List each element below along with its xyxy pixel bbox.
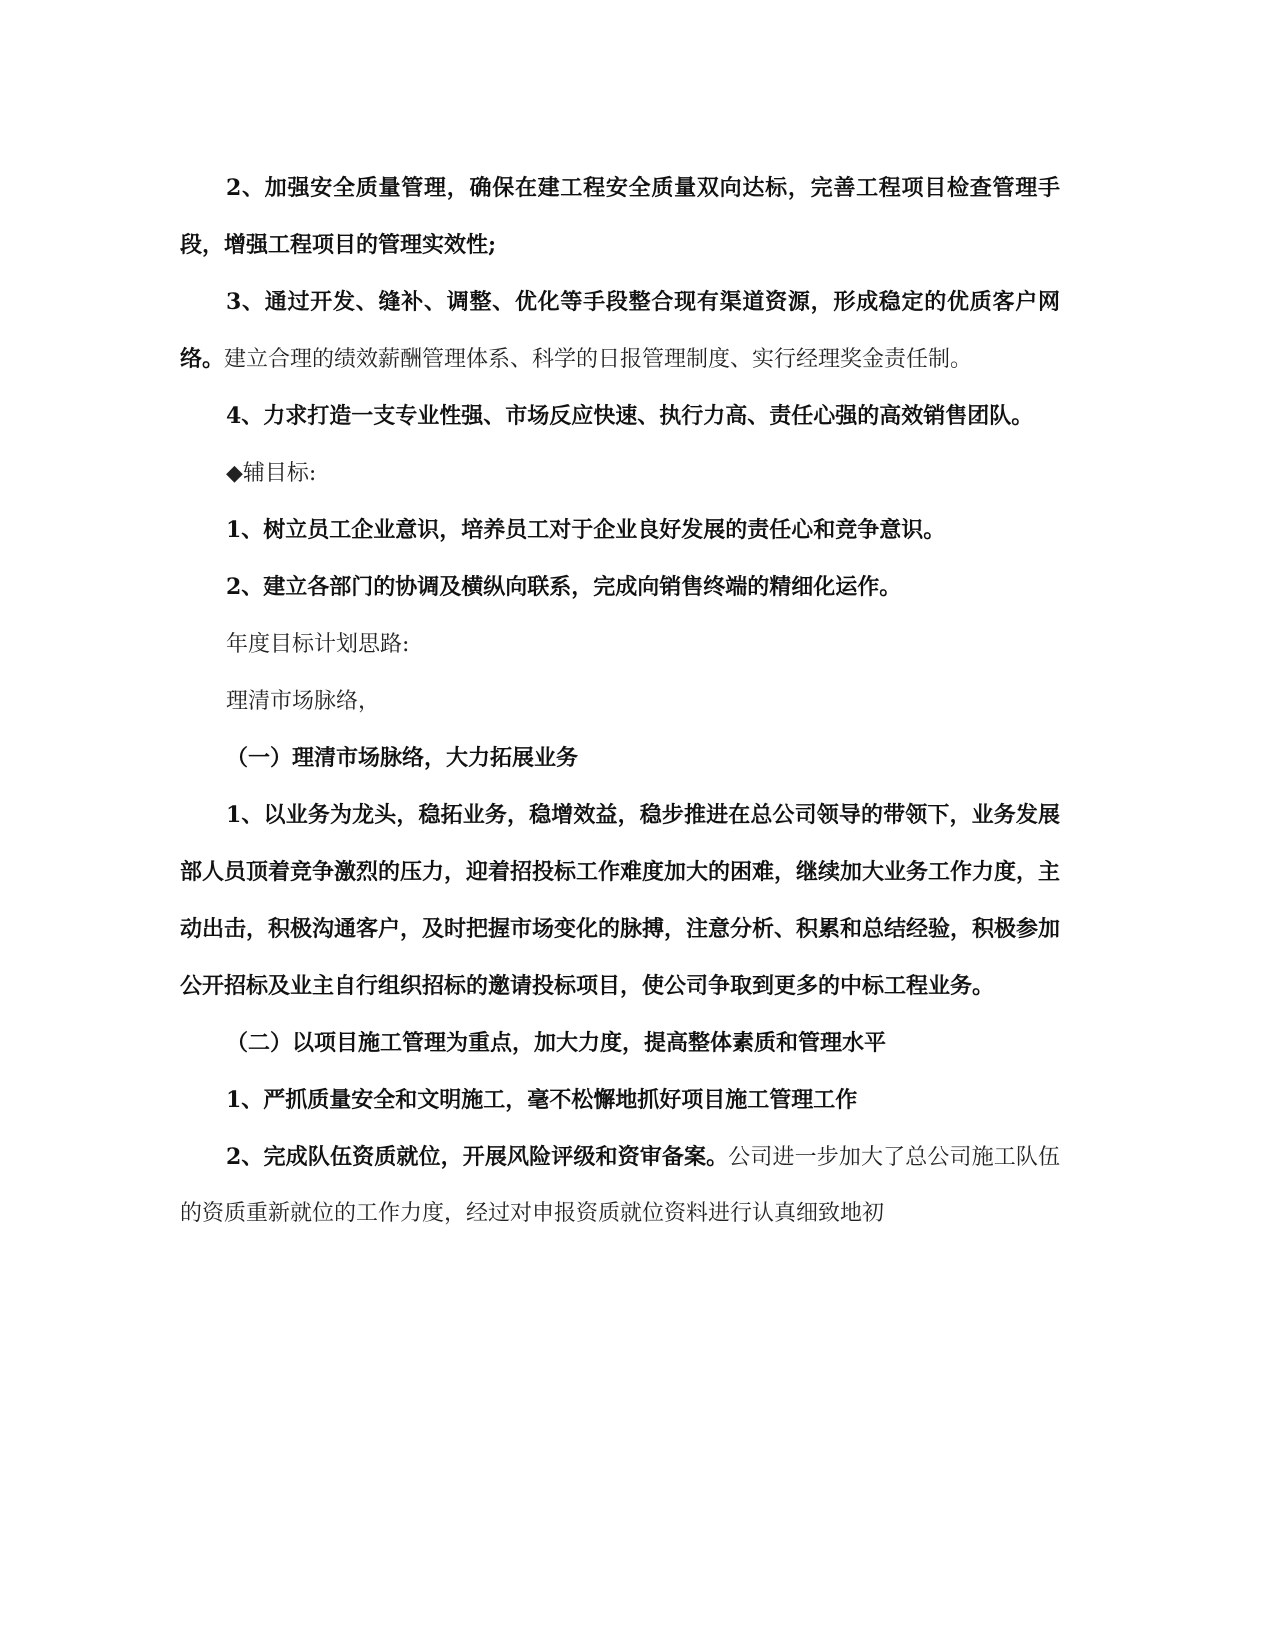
paragraph-bold-text: 1、树立员工企业意识，培养员工对于企业良好发展的责任心和竞争意识。	[226, 517, 946, 543]
paragraph-normal-text: 理清市场脉络，	[226, 689, 381, 714]
paragraph-normal-text: ◆辅目标:	[226, 461, 317, 486]
paragraph-secondary-goal-2	[180, 559, 1060, 616]
paragraph-bold-text: 3、通过开发、缝补、调整、优化等手段整合现有渠道资源，形成稳定的优质客户网络。	[180, 289, 1060, 372]
paragraph-bold-text: 2、完成队伍资质就位，开展风险评级和资审备案。	[226, 1144, 729, 1170]
document-body	[180, 160, 1060, 1242]
paragraph-bold-text: 4、力求打造一支专业性强、市场反应快速、执行力高、责任心强的高效销售团队。	[226, 403, 1034, 429]
paragraph-secondary-goals-heading	[180, 445, 1060, 502]
paragraph-annual-plan-heading	[180, 616, 1060, 673]
paragraph-goal-3	[180, 274, 1060, 388]
paragraph-bold-text: 1、严抓质量安全和文明施工，毫不松懈地抓好项目施工管理工作	[226, 1087, 858, 1113]
paragraph-bold-text: （一）理清市场脉络，大力拓展业务	[226, 745, 579, 771]
paragraph-normal-text: 年度目标计划思路:	[226, 632, 410, 657]
paragraph-bold-text: 2、建立各部门的协调及横纵向联系，完成向销售终端的精细化运作。	[226, 574, 902, 600]
section-heading-2	[180, 1015, 1060, 1072]
paragraph-market-line	[180, 673, 1060, 730]
paragraph-section2-item-2	[180, 1129, 1060, 1242]
paragraph-bold-text: （二）以项目施工管理为重点，加大力度，提高整体素质和管理水平	[226, 1030, 887, 1056]
paragraph-bold-text: 1、以业务为龙头，稳拓业务，稳增效益，稳步推进在总公司领导的带领下，业务发展部人员顶着竞争激烈的压力，迎着招投标工作难度加大的困难，继续加大业务工作力度，主动出击，积极沟通客户，及时把握市场变化的脉搏，注意分析、积累和总结经验，积极参加公开招标及业主自行组织招标的邀请投标项目，使公司争取到更多的中标工程业务。	[180, 802, 1061, 999]
section-heading-1	[180, 730, 1060, 787]
paragraph-section2-item-1	[180, 1072, 1060, 1129]
paragraph-section1-item-1	[180, 787, 1060, 1015]
paragraph-goal-4	[180, 388, 1060, 445]
paragraph-normal-text: 建立合理的绩效薪酬管理体系、科学的日报管理制度、实行经理奖金责任制。	[224, 347, 973, 372]
paragraph-bold-text: 2、加强安全质量管理，确保在建工程安全质量双向达标，完善工程项目检查管理手段，增强工程项目的管理实效性;	[180, 175, 1060, 258]
paragraph-goal-2	[180, 160, 1060, 274]
paragraph-secondary-goal-1	[180, 502, 1060, 559]
paragraph-normal-text: 公司进一步加大了总公司施工队伍的资质重新就位的工作力度，经过对申报资质就位资料进行认真细致地初	[180, 1145, 1060, 1226]
